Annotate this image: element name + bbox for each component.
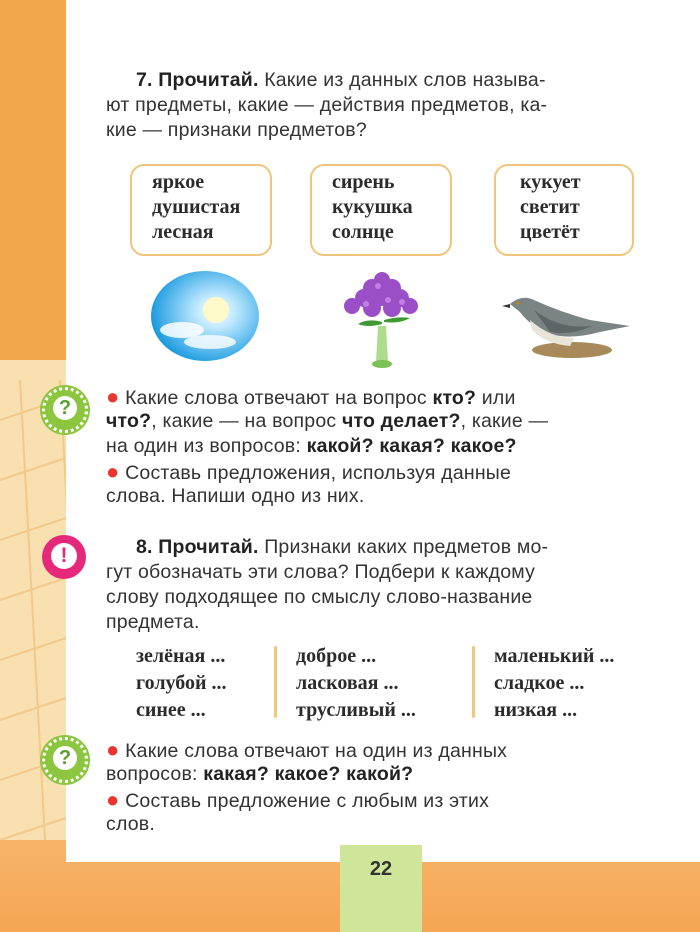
q2-text: Какие слова отвечают на один из данных [125, 740, 508, 762]
word-list-verbs [520, 170, 581, 245]
word: кукует [520, 171, 581, 193]
bullet-icon: ● [106, 384, 120, 409]
task7-paragraph [136, 68, 656, 93]
task7-action: Прочитай. [158, 69, 259, 91]
word: кукушка [332, 196, 413, 218]
word: цветёт [520, 221, 580, 243]
q1-line5: слова. Напиши одно из них. [106, 485, 365, 507]
q2-line4: слов. [106, 813, 155, 835]
q1-text: Какие слова отвечают на вопрос [125, 387, 433, 409]
word-item: голубой ... [136, 672, 227, 694]
column-divider [472, 646, 475, 718]
q1-line1 [106, 384, 656, 411]
question-glyph: ? [53, 746, 77, 770]
task8-line4: предмета. [106, 611, 200, 633]
question-icon [42, 737, 88, 783]
q1-kto: кто? [432, 387, 477, 409]
task7-line2: ют предметы, какие — действия предметов, ка- [106, 94, 548, 116]
q1-chto: что? [106, 410, 152, 432]
word-item: маленький ... [494, 645, 615, 667]
task7-number: 7. [136, 69, 153, 91]
column-divider [274, 646, 277, 718]
task8-line2: гут обозначать эти слова? Подбери к каждому [106, 561, 536, 583]
word-item: доброе ... [296, 645, 377, 667]
word-item: зелёная ... [136, 645, 226, 667]
q1-text: , какие — [460, 410, 549, 432]
sun-picture [150, 270, 260, 362]
q1-chto-delaet: что делает? [341, 410, 461, 432]
task8-paragraph [136, 535, 656, 560]
question-glyph: ? [53, 396, 77, 420]
q2-questions: какая? какое? какой? [203, 763, 414, 785]
word: душистая [152, 196, 241, 218]
word-column-1 [136, 643, 227, 724]
word-column-2 [296, 643, 416, 724]
word-item: ласковая ... [296, 672, 399, 694]
q1-line4 [106, 459, 656, 486]
question-icon [42, 387, 88, 433]
bullet-icon: ● [106, 737, 120, 762]
word-item: синее ... [136, 699, 206, 721]
word-item: низкая ... [494, 699, 578, 721]
q1-text: или [476, 387, 516, 409]
q1-text: на один из вопросов: [106, 435, 307, 457]
q2-text: вопросов: [106, 763, 204, 785]
cuckoo-picture [500, 290, 634, 362]
lilac-picture [338, 266, 430, 370]
word-item: трусливый ... [296, 699, 416, 721]
task8-line1: Признаки каких предметов мо- [264, 536, 549, 558]
bullet-icon: ● [106, 787, 120, 812]
word-list-nouns [332, 170, 413, 245]
task8-action: Прочитай. [158, 536, 259, 558]
task8-line3: слову подходящее по смыслу слово-название [106, 586, 533, 608]
word: солнце [332, 221, 394, 243]
task7-line1: Какие из данных слов называ- [264, 69, 546, 91]
q2-line1 [106, 737, 656, 764]
word-item: сладкое ... [494, 672, 585, 694]
page-number: 22 [369, 858, 393, 880]
task8-number: 8. [136, 536, 153, 558]
word-list-adjectives [152, 170, 240, 245]
word: сирень [332, 171, 395, 193]
q2-line2 [106, 762, 656, 787]
task7-line3: кие — признаки предметов? [106, 119, 367, 141]
q1-questions: какой? какая? какое? [306, 435, 517, 457]
bullet-icon: ● [106, 459, 120, 484]
word: лесная [152, 221, 214, 243]
attention-icon [42, 535, 86, 579]
q1-text: , какие — на вопрос [151, 410, 342, 432]
q2-text: Составь предложение с любым из этих [125, 790, 490, 812]
q1-line2 [106, 409, 656, 434]
q1-line3 [106, 434, 656, 459]
word-column-3 [494, 643, 614, 724]
q2-line3 [106, 787, 656, 814]
q1-text: Составь предложения, используя данные [125, 462, 512, 484]
word: яркое [152, 171, 205, 193]
attention-glyph: ! [51, 543, 77, 569]
word: светит [520, 196, 580, 218]
